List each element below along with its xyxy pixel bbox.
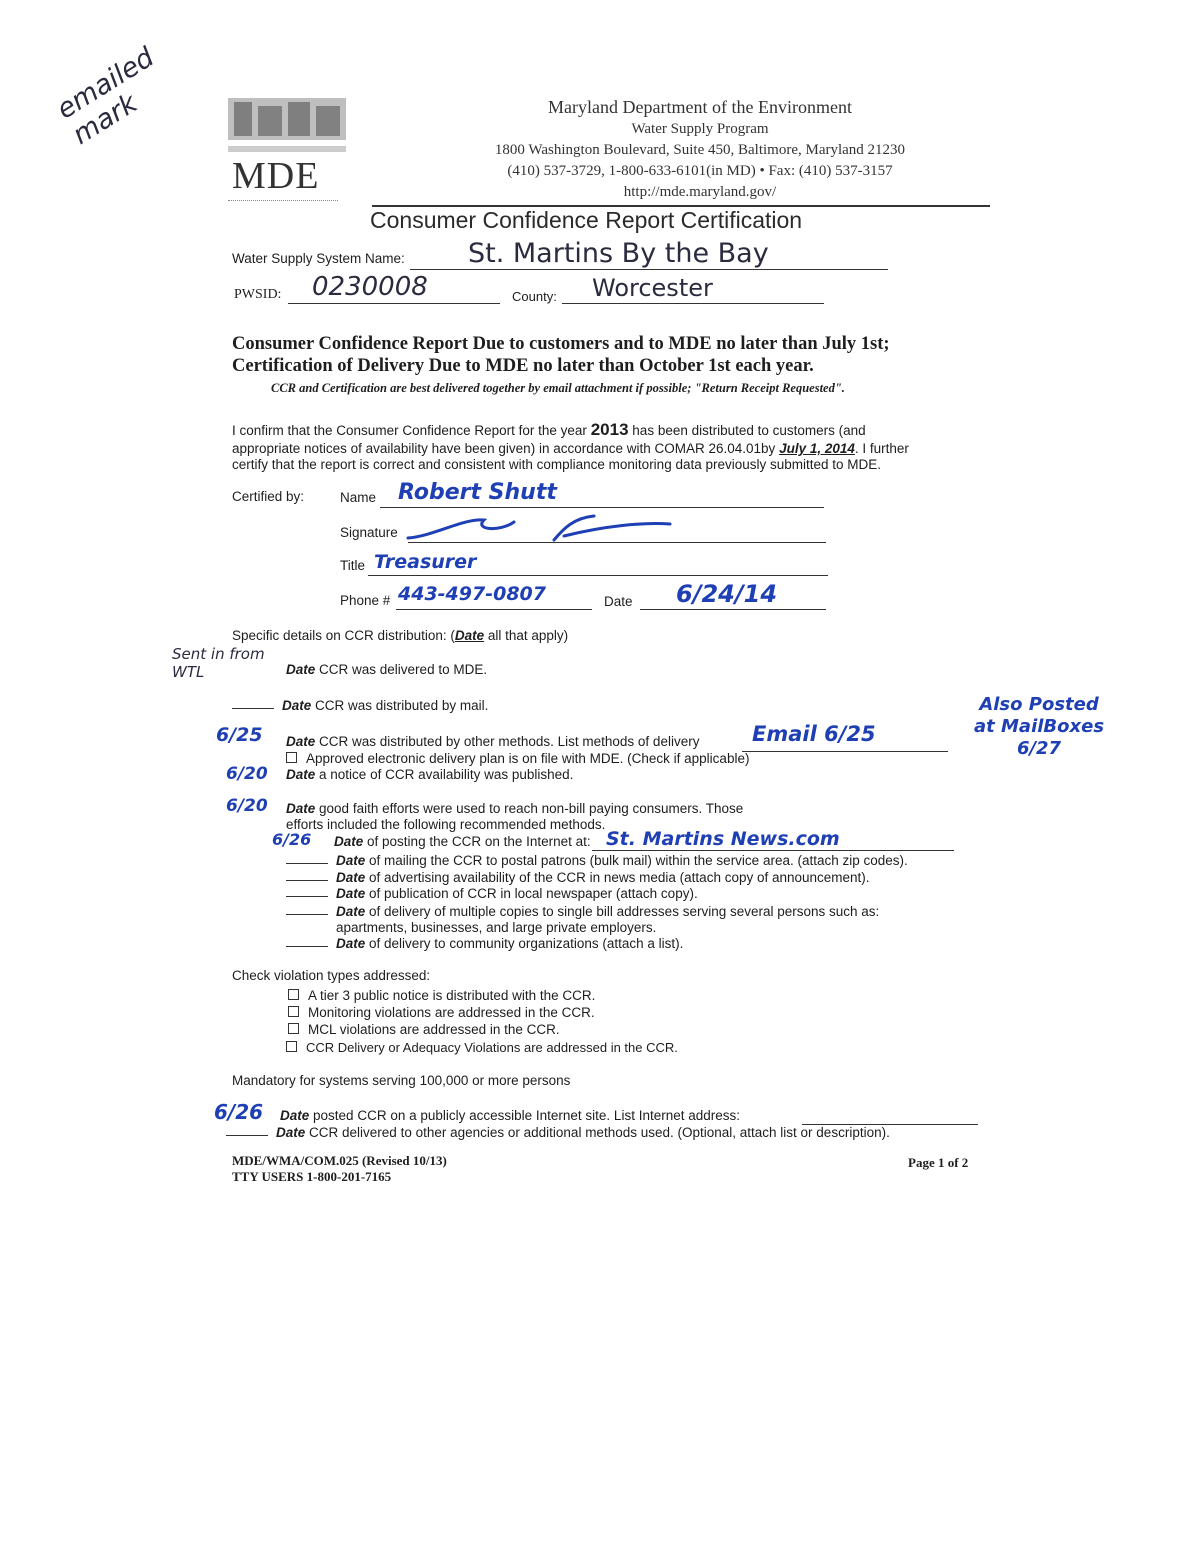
agency-name: Maryland Department of the Environment bbox=[548, 97, 852, 117]
mandatory-delivered: Date CCR delivered to other agencies or additional methods used. (Optional, attach list or description). bbox=[226, 1125, 890, 1140]
item-goodfaith: Date good faith efforts were used to reach non-bill paying consumers. Those bbox=[286, 801, 744, 816]
system-name-value[interactable]: St. Martins By the Bay bbox=[468, 238, 769, 269]
method-multiple: Date of delivery of multiple copies to single bill addresses serving several persons such as: bbox=[286, 904, 879, 919]
violation-monitoring: Monitoring violations are addressed in the CCR. bbox=[288, 1005, 595, 1020]
signature-label: Signature bbox=[340, 525, 398, 540]
footer-tty: TTY USERS 1-800-201-7165 bbox=[232, 1169, 392, 1184]
item-electronic-plan: Approved electronic delivery plan is on file with MDE. (Check if applicable) bbox=[286, 751, 749, 766]
internet-underline bbox=[592, 850, 954, 851]
violation-tier3: A tier 3 public notice is distributed with the CCR. bbox=[288, 988, 595, 1003]
agency-phones: (410) 537-3729, 1-800-633-6101(in MD) • Fax: (410) 537-3157 bbox=[507, 163, 893, 179]
form-title: Consumer Confidence Report Certification bbox=[370, 207, 803, 233]
violations-label: Check violation types addressed: bbox=[232, 968, 431, 983]
method-mailing: Date of mailing the CCR to postal patrons (bulk mail) within the service area. (attach zip codes). bbox=[286, 853, 908, 868]
due-note: CCR and Certification are best delivered together by email attachment if possible; "Return Receipt Requested". bbox=[271, 381, 845, 395]
pwsid-underline bbox=[288, 303, 500, 304]
goodfaith-date[interactable]: 6/20 bbox=[226, 796, 268, 816]
due-line-2: Certification of Delivery Due to MDE no later than October 1st each year. bbox=[232, 356, 814, 376]
agency-website: http://mde.maryland.gov/ bbox=[623, 184, 777, 200]
method-advertising: Date of advertising availability of the CCR in news media (attach copy of announcement). bbox=[286, 870, 870, 885]
confirm-deadline: July 1, 2014 bbox=[779, 441, 855, 456]
title-value[interactable]: Treasurer bbox=[374, 551, 477, 573]
signature-scribble[interactable] bbox=[404, 508, 674, 548]
confirm-line-2: appropriate notices of availability have been given) in accordance with COMAR 26.04.01by July 1, 2014. I further bbox=[232, 441, 909, 456]
newspaper-date-blank[interactable] bbox=[286, 896, 328, 897]
mde-logo bbox=[228, 98, 346, 208]
agency-address: 1800 Washington Boulevard, Suite 450, Baltimore, Maryland 21230 bbox=[494, 142, 906, 158]
confirm-line-3: certify that the report is correct and consistent with compliance monitoring data previously submitted to MDE. bbox=[232, 457, 882, 472]
mandatory-label: Mandatory for systems serving 100,000 or more persons bbox=[232, 1073, 571, 1088]
also-posted-note[interactable]: Also Posted at MailBoxes 6/27 bbox=[974, 694, 1105, 759]
date-value[interactable]: 6/24/14 bbox=[676, 580, 778, 608]
date-label: Date bbox=[604, 594, 633, 609]
internet-date[interactable]: 6/26 bbox=[272, 830, 312, 849]
mde-handwritten-note[interactable]: Sent in from WTL bbox=[172, 645, 265, 681]
other-methods-value[interactable]: Email 6/25 bbox=[752, 722, 876, 746]
method-multiple-2: apartments, businesses, and large private employers. bbox=[336, 920, 657, 935]
notice-date[interactable]: 6/20 bbox=[226, 764, 268, 784]
pwsid-value[interactable]: 0230008 bbox=[312, 272, 428, 302]
due-line-1: Consumer Confidence Report Due to customers and to MDE no later than July 1st; bbox=[232, 334, 890, 354]
violation-mcl: MCL violations are addressed in the CCR. bbox=[288, 1022, 560, 1037]
item-delivered-mde: Date CCR was delivered to MDE. bbox=[286, 662, 488, 677]
violation-delivery: CCR Delivery or Adequacy Violations are addressed in the CCR. bbox=[286, 1040, 678, 1055]
program-name: Water Supply Program bbox=[631, 121, 769, 137]
name-value[interactable]: Robert Shutt bbox=[398, 480, 557, 505]
internet-url[interactable]: St. Martins News.com bbox=[606, 828, 840, 850]
specific-details-label: Specific details on CCR distribution: (Date all that apply) bbox=[232, 628, 569, 643]
violation-checkbox[interactable] bbox=[286, 1041, 297, 1052]
confirm-year: 2013 bbox=[590, 420, 629, 439]
logo-text: MDE bbox=[232, 155, 320, 197]
date-underline bbox=[640, 609, 826, 610]
mailing-date-blank[interactable] bbox=[286, 863, 328, 864]
electronic-plan-checkbox[interactable] bbox=[286, 752, 297, 763]
method-community: Date of delivery to community organizations (attach a list). bbox=[286, 936, 683, 951]
mandatory-date[interactable]: 6/26 bbox=[214, 1100, 264, 1124]
violation-checkbox[interactable] bbox=[288, 1023, 299, 1034]
multiple-date-blank[interactable] bbox=[286, 914, 328, 915]
mandatory-delivered-blank[interactable] bbox=[226, 1135, 268, 1136]
other-methods-underline bbox=[742, 751, 948, 752]
phone-underline bbox=[396, 609, 592, 610]
mandatory-posted: Date posted CCR on a publicly accessible Internet site. List Internet address: bbox=[280, 1108, 741, 1123]
confirm-line-1: I confirm that the Consumer Confidence Report for the year 2013 has been distributed to customers (and bbox=[232, 420, 866, 439]
state-seal-icon bbox=[228, 98, 346, 160]
method-newspaper: Date of publication of CCR in local newspaper (attach copy). bbox=[286, 886, 698, 901]
advertising-date-blank[interactable] bbox=[286, 880, 328, 881]
certified-by-label: Certified by: bbox=[232, 489, 305, 504]
footer-form-code: MDE/WMA/COM.025 (Revised 10/13) bbox=[232, 1153, 447, 1168]
name-label: Name bbox=[340, 490, 377, 505]
item-goodfaith-2: efforts included the following recommended methods. bbox=[286, 817, 606, 832]
corner-handwritten-note: emailed mark bbox=[51, 41, 160, 151]
agency-header bbox=[390, 96, 1010, 203]
phone-label: Phone # bbox=[340, 593, 391, 608]
violation-checkbox[interactable] bbox=[288, 989, 299, 1000]
county-label: County: bbox=[512, 289, 557, 304]
mail-date-blank[interactable] bbox=[232, 708, 274, 709]
phone-value[interactable]: 443-497-0807 bbox=[398, 583, 546, 605]
item-notice-published: Date a notice of CCR availability was published. bbox=[286, 767, 574, 782]
county-underline bbox=[562, 303, 824, 304]
other-methods-date[interactable]: 6/25 bbox=[216, 724, 263, 746]
item-distributed-mail: Date CCR was distributed by mail. bbox=[232, 698, 488, 713]
system-name-label: Water Supply System Name: bbox=[232, 251, 405, 266]
title-underline bbox=[368, 575, 828, 576]
title-label: Title bbox=[340, 558, 366, 573]
county-value[interactable]: Worcester bbox=[592, 274, 713, 302]
system-name-underline bbox=[410, 269, 888, 270]
violation-checkbox[interactable] bbox=[288, 1006, 299, 1017]
community-date-blank[interactable] bbox=[286, 946, 328, 947]
item-other-methods: Date CCR was distributed by other methods. List methods of delivery bbox=[286, 734, 700, 749]
pwsid-label: PWSID: bbox=[234, 287, 282, 302]
method-internet: Date of posting the CCR on the Internet at: bbox=[334, 834, 591, 849]
page-number: Page 1 of 2 bbox=[908, 1155, 969, 1170]
